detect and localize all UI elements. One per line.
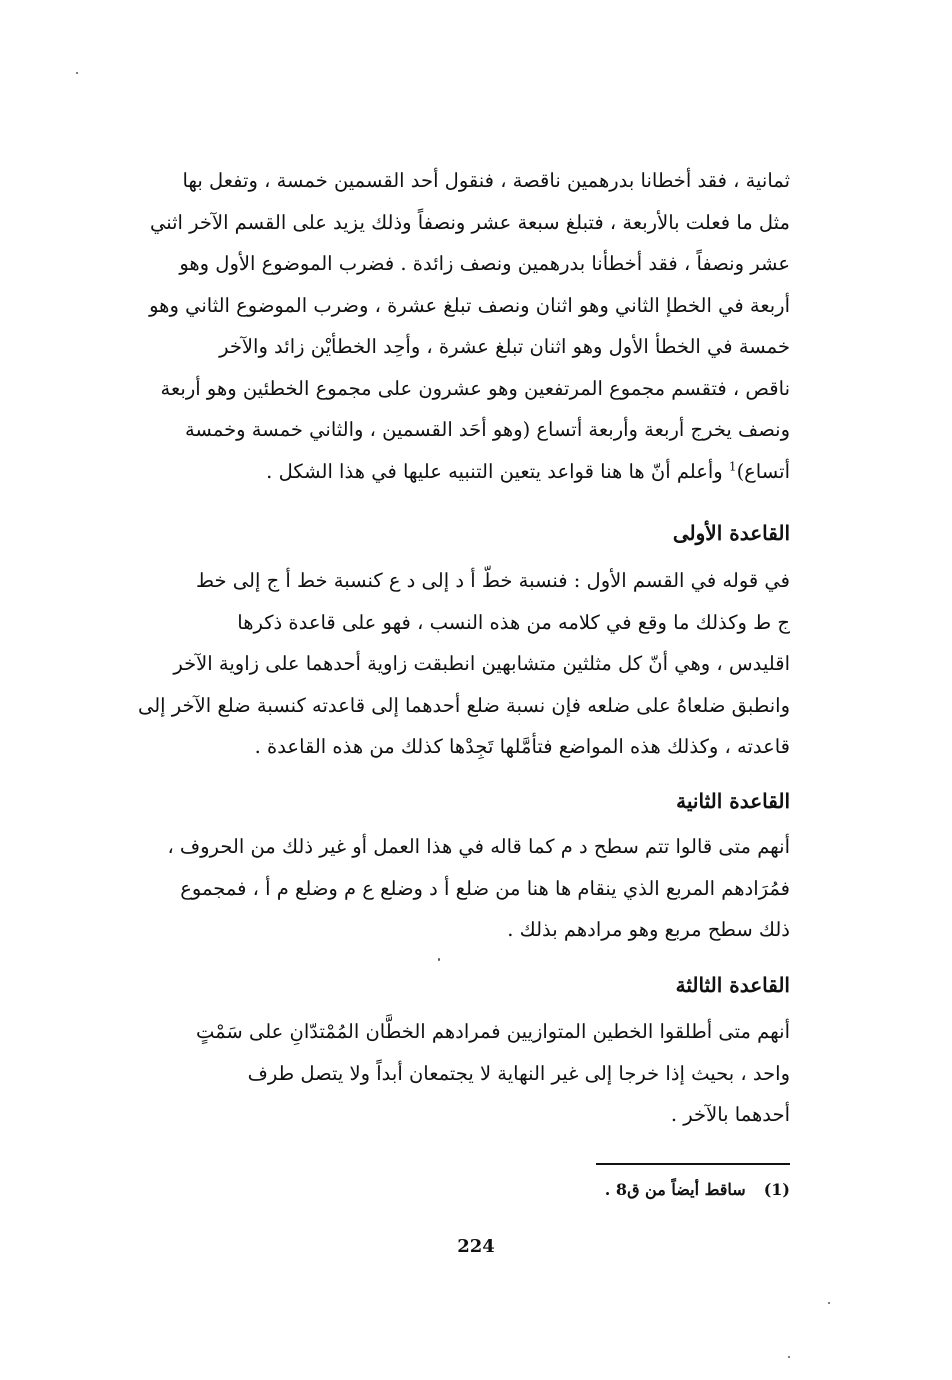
text-line: واحد ، بحيث إذا خرجا إلى غير النهاية لا يجتمعان أبداً ولا يتصل طرف xyxy=(247,1061,790,1085)
rule-2-paragraph xyxy=(118,826,790,951)
section-heading-rule-2: القاعدة الثانية xyxy=(676,789,790,813)
scan-speck xyxy=(788,1356,790,1358)
scan-speck xyxy=(76,72,78,74)
text-line: أربعة في الخطإ الثاني وهو اثنان ونصف تبلغ عشرة ، وضرب الموضوع الثاني وهو xyxy=(149,293,790,317)
text-line: وانطبق ضلعاهُ على ضلعه فإن نسبة ضلع أحدهما إلى قاعدته كنسبة ضلع الآخر إلى xyxy=(137,693,790,717)
text-fragment: وأعلم أنّ ها هنا قواعد يتعين التنبيه عليها في هذا الشكل . xyxy=(266,459,729,483)
text-line: ونصف يخرج أربعة وأربعة أتساع (وهو أحَد القسمين ، والثاني خمسة وخمسة xyxy=(184,418,790,441)
text-line: أحدهما بالآخر . xyxy=(670,1103,790,1126)
section-heading-rule-1: القاعدة الأولى xyxy=(672,521,790,545)
text-line: قاعدته ، وكذلك هذه المواضع فتأمَّلها تَجِدْها كذلك من هذه القاعدة . xyxy=(254,735,790,758)
text-line: ثمانية ، فقد أخطانا بدرهمين ناقصة ، فنقول أحد القسمين خمسة ، وتفعل بها xyxy=(182,169,790,192)
text-line: في قوله في القسم الأول : فنسبة خطّ أ د إلى د ع كنسبة خط أ ج إلى خط xyxy=(196,569,790,592)
text-line: اقليدس ، وهي أنّ كل مثلثين متشابهين انطبقت زاوية أحدهما على زاوية الآخر xyxy=(173,652,790,675)
scan-speck xyxy=(828,1302,830,1304)
footnote-number: (1) xyxy=(763,1180,790,1199)
text-line: عشر ونصفاً ، فقد أخطأنا بدرهمين ونصف زائدة . فضرب الموضوع الأول وهو xyxy=(179,252,790,275)
scan-speck xyxy=(438,958,440,961)
footnote-reference[interactable]: 1 xyxy=(728,459,737,473)
text-line: خمسة في الخطأ الأول وهو اثنان تبلغ عشرة ، وأحِد الخطأيْن زائد والآخر xyxy=(219,335,790,358)
text-fragment: أتساع) xyxy=(736,459,790,483)
footnote-text: ساقط أيضاً من ق8 . xyxy=(604,1180,746,1199)
text-line: فمُرَادهم المربع الذي ينقام ها هنا من ضلع أ د وضلع ع م وضلع م أ ، فمجموع xyxy=(180,876,790,900)
text-line: ناقص ، فتقسم مجموع المرتفعين وهو عشرون على مجموع الخطئين وهو أربعة xyxy=(160,376,790,400)
rule-3-paragraph xyxy=(118,1011,790,1136)
text-line: ذلك سطح مربع وهو مرادهم بذلك . xyxy=(507,918,790,941)
text-line: أنهم متى قالوا تتم سطح د م كما قاله في هذا العمل أو غير ذلك من الحروف ، xyxy=(167,835,790,858)
section-heading-rule-3: القاعدة الثالثة xyxy=(675,973,790,997)
text-line: ج ط وكذلك ما وقع في كلامه من هذه النسب ، فهو على قاعدة ذكرها xyxy=(237,610,790,634)
text-line-last xyxy=(118,451,790,493)
footnote xyxy=(605,1176,790,1204)
page-number: 224 xyxy=(457,1236,495,1257)
intro-paragraph xyxy=(118,160,790,492)
text-line: أنهم متى أطلقوا الخطين المتوازيين فمرادهم الخطَّان المُمْتدّانِ على سَمْتٍ xyxy=(196,1020,790,1043)
footnote-divider xyxy=(596,1163,790,1165)
text-line: مثل ما فعلت بالأربعة ، فتبلغ سبعة عشر ونصفاً وذلك يزيد على القسم الآخر اثني xyxy=(149,210,790,234)
rule-1-paragraph xyxy=(118,560,790,768)
